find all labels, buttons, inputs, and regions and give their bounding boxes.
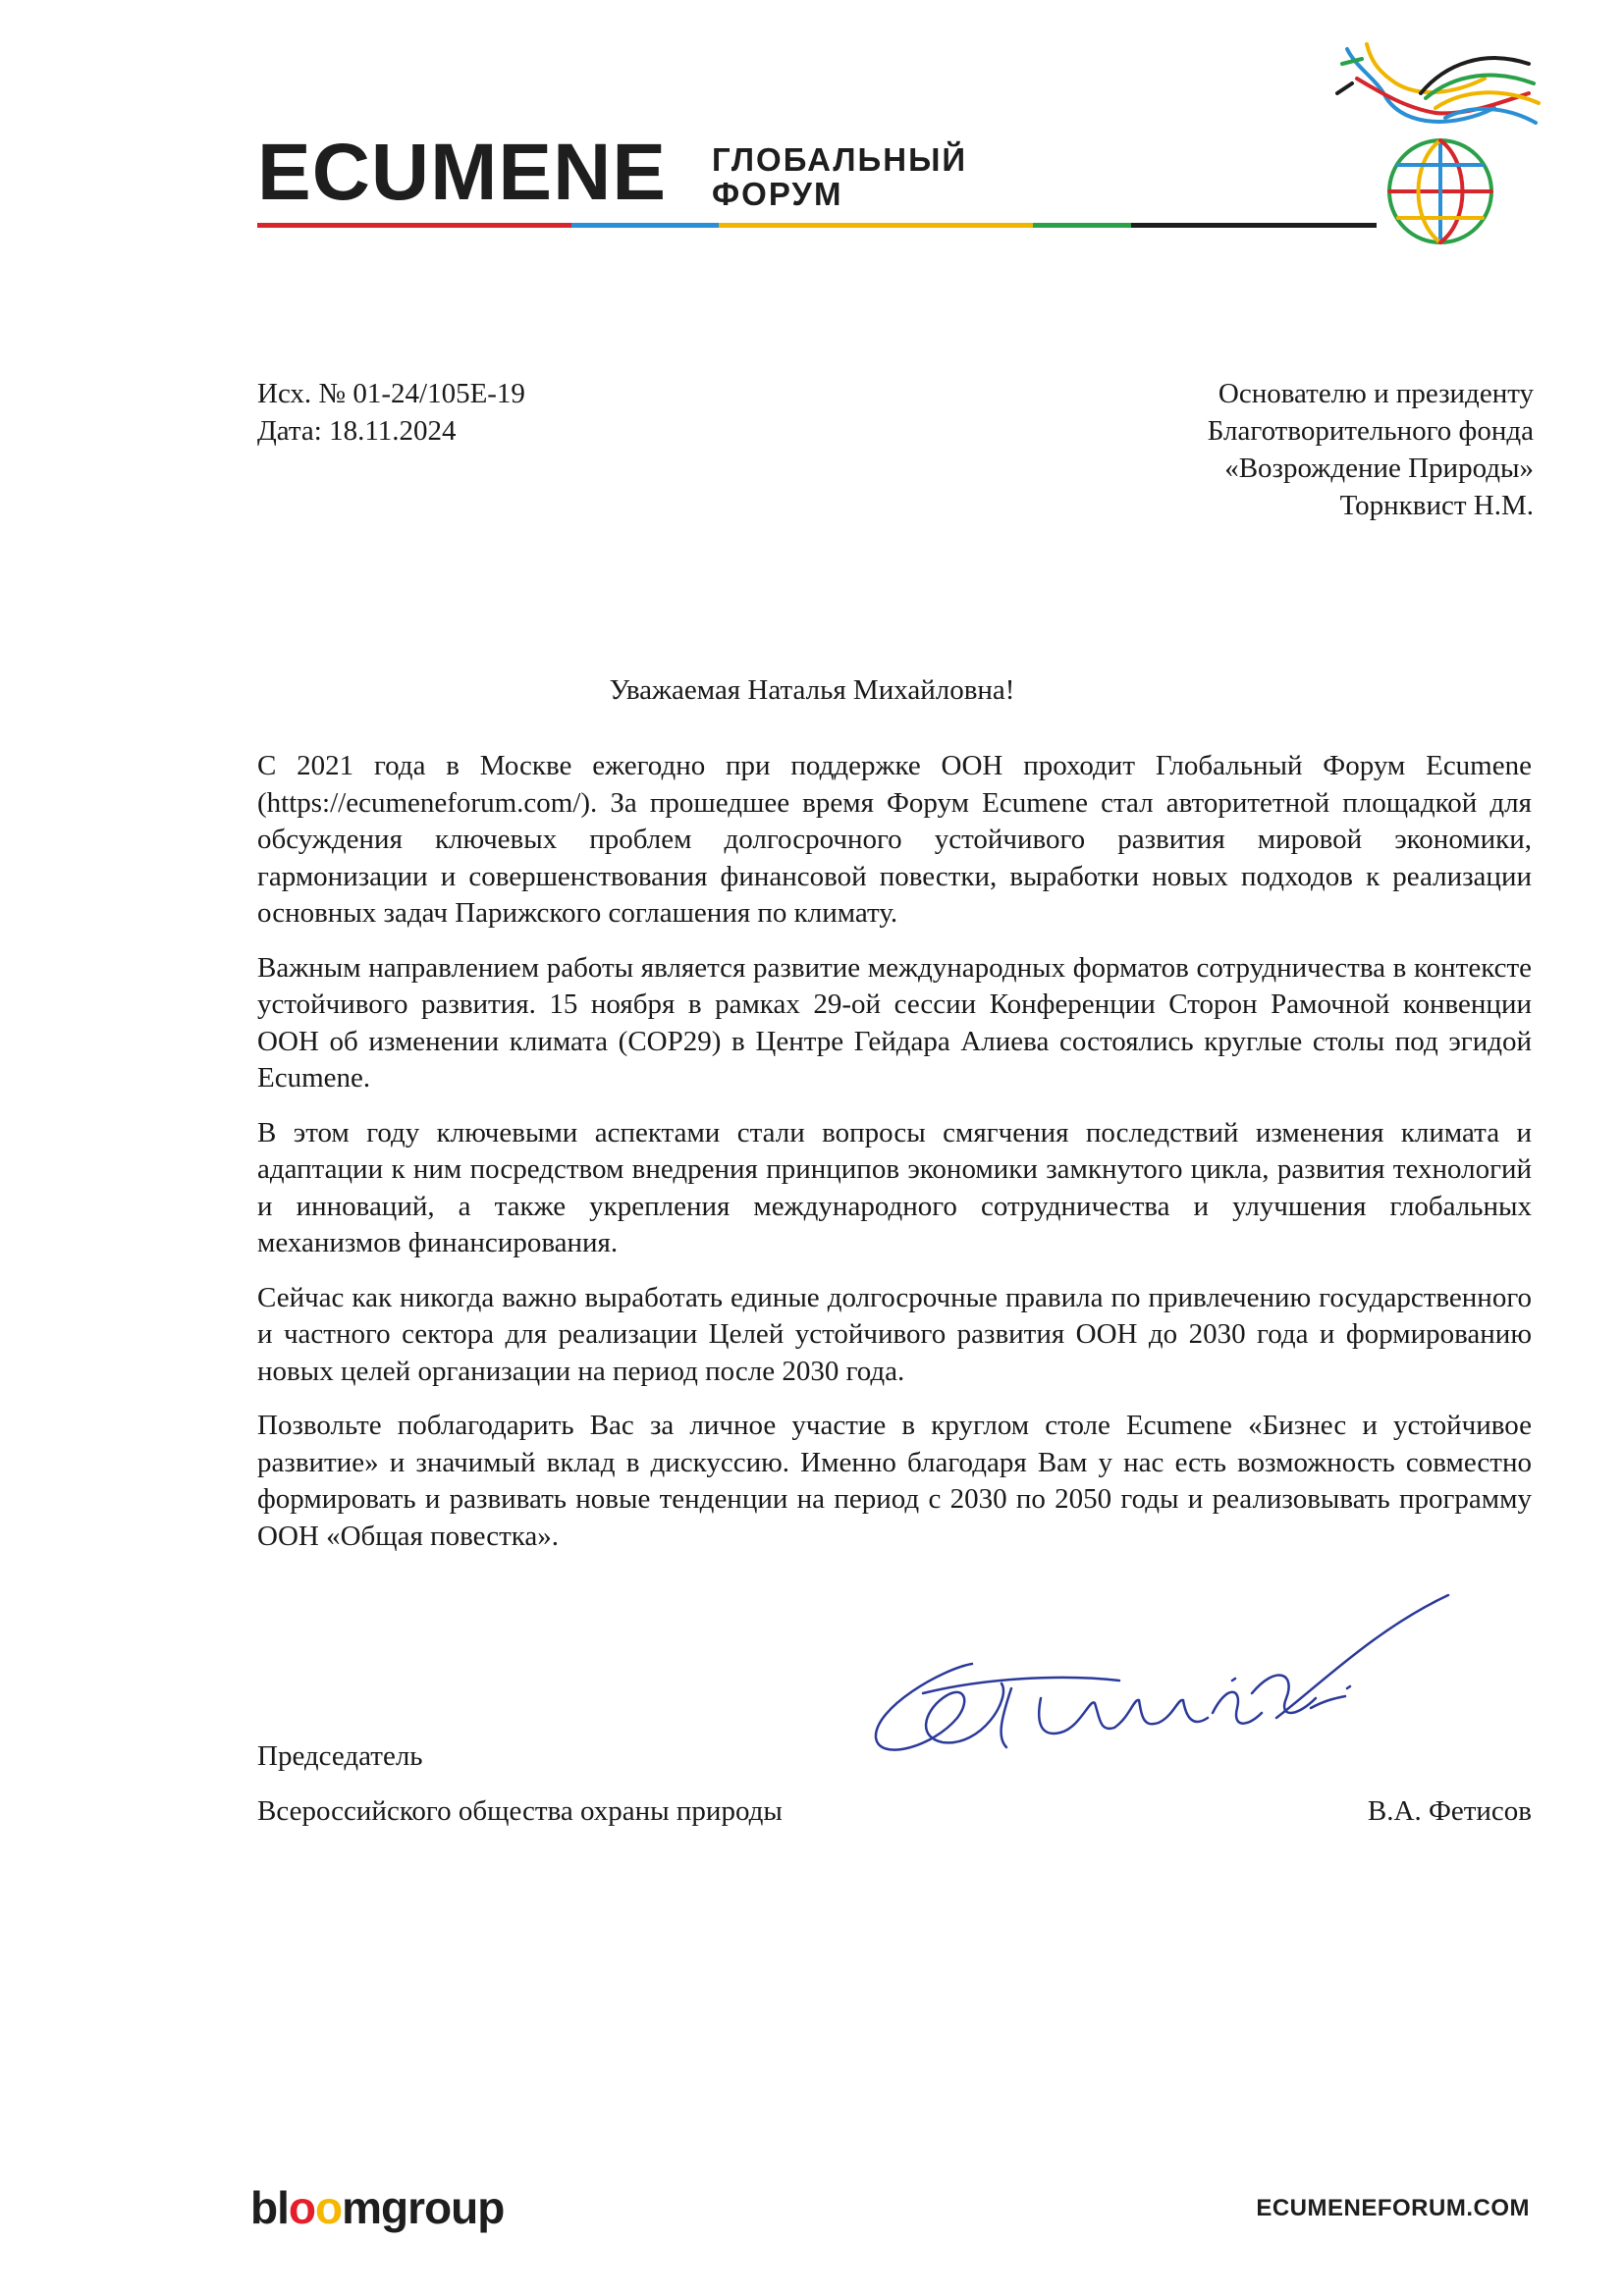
reference-block [257, 375, 525, 450]
addressee-block [984, 375, 1534, 524]
body-paragraph: С 2021 года в Москве ежегодно при поддержке ООН проходит Глобальный Форум Ecumene (https://ecumeneforum.com/). За прошедшее время Форум Ecumene стал авторитетной площадкой для обсуждения ключевых проблем долгосрочного устойчивого развития мировой экономики, гармонизации и совершенствования финансовой повестки, выработки новых подходов к реализации основных задач Парижского соглашения по климату. [257, 750, 1532, 929]
bloomgroup-logo [250, 2181, 504, 2234]
signatory-name: В.А. Фетисов [1367, 1795, 1532, 1827]
brand-subtitle [712, 142, 967, 211]
salutation: Уважаемая Наталья Михайловна! [609, 674, 1015, 706]
addressee-line: Благотворительного фонда [1207, 415, 1534, 447]
body-paragraph: Важным направлением работы является развитие международных форматов сотрудничества в контексте устойчивого развития. 15 ноября в рамках 29-ой сессии Конференции Сторон Рамочной конвенции ООН об изменении климата (COP29) в Центре Гейдара Алиева состоялись круглые столы под эгидой Ecumene. [257, 951, 1532, 1094]
rule-segment-red [257, 223, 571, 228]
reference-date: Дата: 18.11.2024 [257, 415, 457, 447]
rule-segment-green [1033, 223, 1131, 228]
logo-yellow-o: o [315, 2182, 343, 2233]
logo-text: bl [250, 2182, 289, 2233]
addressee-line: «Возрождение Природы» [1224, 453, 1534, 484]
body-paragraph: Позвольте поблагодарить Вас за личное участие в круглом столе Ecumene «Бизнес и устойчивое развитие» и значимый вклад в дискуссию. Именно благодаря Вам у нас есть возможность совместно формировать и развивать новые тенденции на период с 2030 по 2050 годы и реализовывать программу ООН «Общая повестка». [257, 1410, 1532, 1552]
body-paragraph: Сейчас как никогда важно выработать единые долгосрочные правила по привлечению государственного и частного сектора для реализации Целей устойчивого развития ООН до 2030 года и формированию новых целей организации на период после 2030 года. [257, 1281, 1532, 1387]
rule-segment-blue [571, 223, 719, 228]
brand-name: ECUMENE [257, 128, 668, 217]
brand-subtitle-line1: ГЛОБАЛЬНЫЙ [712, 141, 968, 178]
brand-subtitle-line2: ФОРУМ [712, 176, 843, 212]
reference-number: Исх. № 01-24/105Е-19 [257, 378, 525, 409]
signatory-title: Председатель [257, 1740, 423, 1772]
rule-segment-yellow [719, 223, 1033, 228]
handwritten-signature [864, 1590, 1473, 1787]
logo-text: mgroup [342, 2182, 505, 2233]
signatory-organization: Всероссийского общества охраны природы [257, 1795, 783, 1827]
body-paragraph: В этом году ключевыми аспектами стали вопросы смягчения последствий изменения климата и адаптации к ним посредством внедрения принципов экономики замкнутого цикла, развития технологий и инноваций, а также укрепления международного сотрудничества и улучшения глобальных механизмов финансирования. [257, 1116, 1532, 1258]
logo-red-o: o [288, 2182, 315, 2233]
header-color-rule [257, 223, 1377, 228]
addressee-line: Торнквист Н.М. [1339, 490, 1534, 521]
dove-globe-emblem-icon [1327, 39, 1553, 250]
addressee-line: Основателю и президенту [1218, 378, 1534, 409]
footer-website: ECUMENEFORUM.COM [1256, 2195, 1530, 2221]
letter-body [257, 748, 1532, 1573]
